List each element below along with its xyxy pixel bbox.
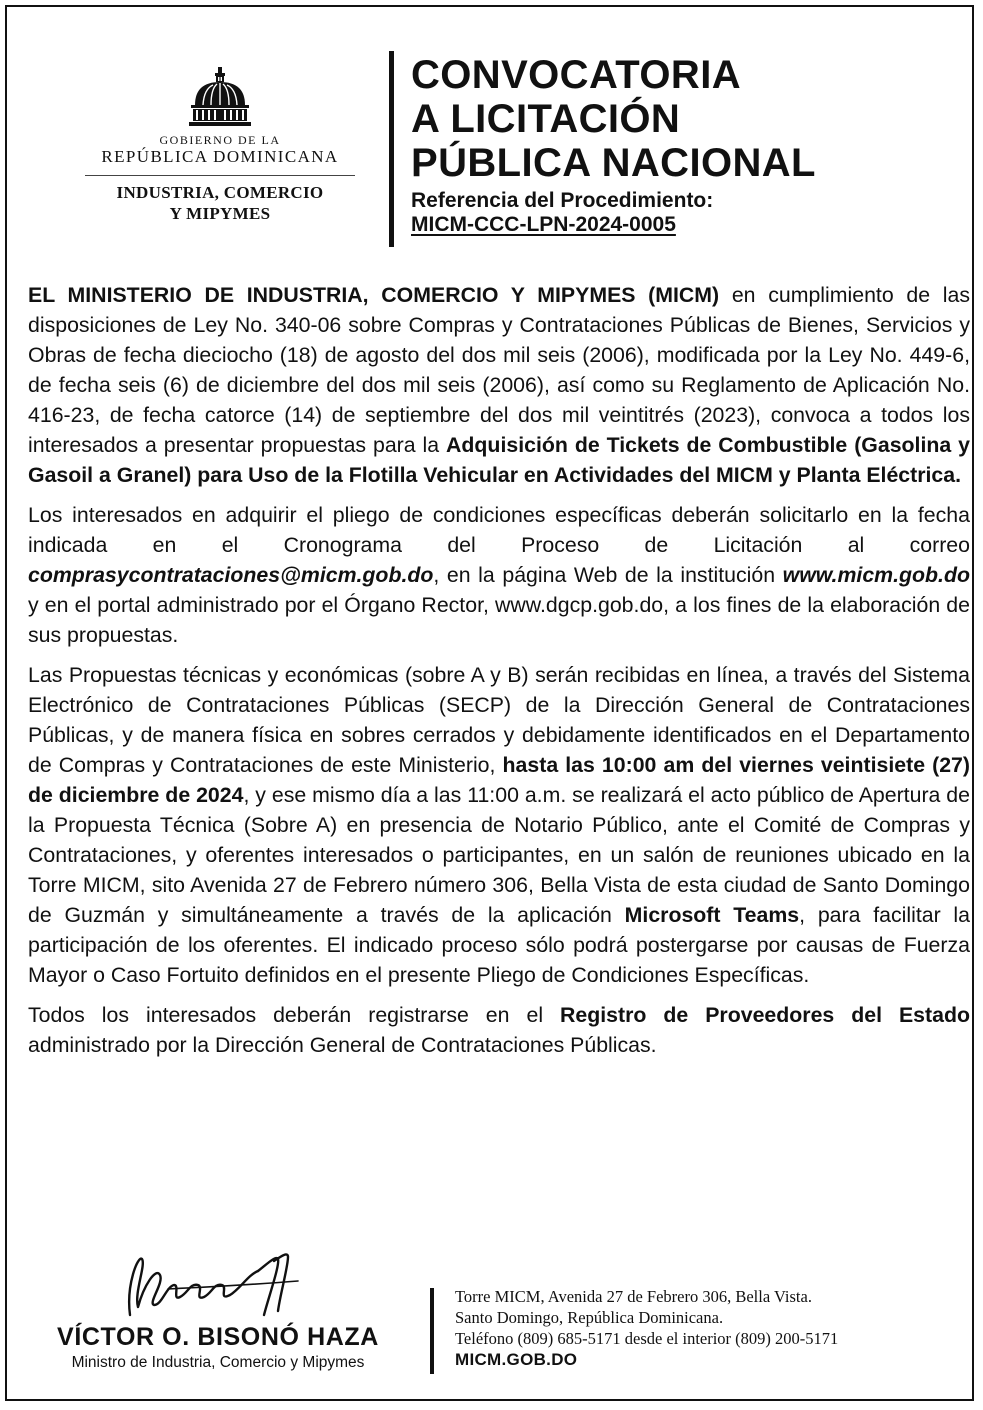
signer-name: VÍCTOR O. BISONÓ HAZA <box>57 1323 379 1351</box>
teams-app-name: Microsoft Teams <box>624 903 800 927</box>
supplier-registry: Registro de Proveedores del Estado <box>560 1003 970 1027</box>
notice-frame <box>5 5 974 1401</box>
paragraph-4-text-b: administrado por la Dirección General de Contrataciones Públicas. <box>28 1033 657 1057</box>
paragraph-2-text-b: , en la página Web de la institución <box>433 563 783 587</box>
reference-code: MICM-CCC-LPN-2024-0005 <box>411 213 676 236</box>
footer-website-link[interactable]: MICM.GOB.DO <box>455 1350 578 1369</box>
institution-website-link[interactable]: www.micm.gob.do <box>782 563 970 587</box>
contact-email-link[interactable]: comprasycontrataciones@micm.gob.do <box>28 563 434 587</box>
government-logo-block <box>65 65 375 224</box>
header-vertical-divider <box>389 51 394 247</box>
paragraph-1-text: en cumplimiento de las disposiciones de Ley No. 340-06 sobre Compras y Contrataciones Públicas de Bienes, Servicios y Obras de fecha dieciocho (18) de agosto del dos mil seis (2006), modificada por la Ley No. 449-6, de fecha seis (6) de diciembre del dos mil seis (2006), así como su Reglamento de Aplicación No. 416-23, de fecha catorce (14) de septiembre del dos mil veintitrés (2023), convoca a todos los interesados a presentar propuestas para la <box>28 283 970 457</box>
submission-deadline: hasta las 10:00 am del viernes veintisiete (27) de diciembre de 2024 <box>28 753 970 807</box>
government-of-label: GOBIERNO DE LA <box>159 133 281 147</box>
logo-divider <box>85 175 355 176</box>
paragraph-3-text-c: , para facilitar la participación de los oferentes. El indicado proceso sólo podrá postergarse por causas de Fuerza Mayor o Caso Fortuito definidos en el presente Pliego de Condiciones Específicas. <box>28 903 971 987</box>
paragraph-3 <box>28 660 970 990</box>
contact-block <box>455 1286 975 1371</box>
paragraph-2-text-a: Los interesados en adquirir el pliego de condiciones específicas deberán solicitarlo en la fecha indicada en el Cronograma del Proceso de Licitación al correo <box>28 503 970 557</box>
ministry-lead: EL MINISTERIO DE INDUSTRIA, COMERCIO Y MIPYMES (MICM) <box>28 283 720 307</box>
notice-body <box>28 280 970 1070</box>
reference-label: Referencia del Procedimiento: <box>411 189 714 212</box>
footer-vertical-divider <box>430 1288 434 1374</box>
title-line-2: A LICITACIÓN <box>411 97 681 141</box>
handwritten-signature-icon <box>108 1245 318 1325</box>
paragraph-1 <box>28 280 970 490</box>
republic-name: REPÚBLICA DOMINICANA <box>101 147 339 166</box>
signer-title: Ministro de Industria, Comercio y Mipymes <box>71 1354 365 1371</box>
paragraph-3-text-b: , y ese mismo día a las 11:00 a.m. se realizará el acto público de Apertura de la Propuesta Técnica (Sobre A) en presencia de Notario Público, ante el Comité de Compras y Contrataciones, y oferentes interesados o participantes, en un salón de reuniones ubicado en la Torre MICM, sito Avenida 27 de Febrero número 306, Bella Vista de esta ciudad de Santo Domingo de Guzmán y simultáneamente a través de la aplicación <box>28 783 970 927</box>
address-line-1: Torre MICM, Avenida 27 de Febrero 306, Bella Vista. <box>455 1287 812 1306</box>
phone-line: Teléfono (809) 685-5171 desde el interior (809) 200-5171 <box>455 1329 839 1348</box>
capitol-dome-icon <box>185 65 255 127</box>
address-line-2: Santo Domingo, República Dominicana. <box>455 1308 724 1327</box>
title-block <box>411 53 971 237</box>
paragraph-3-text-a: Las Propuestas técnicas y económicas (sobre A y B) serán recibidas en línea, a través del Sistema Electrónico de Contrataciones Públicas (SECP) de la Dirección General de Contrataciones Públicas, y de manera física en sobres cerrados y debidamente identificados en el Departamento de Compras y Contrataciones de este Ministerio, <box>28 663 970 777</box>
paragraph-4 <box>28 1000 970 1060</box>
title-line-1: CONVOCATORIA <box>411 53 741 97</box>
ministry-name-line2: Y MIPYMES <box>169 204 271 223</box>
paragraph-2-text-c: y en el portal administrado por el Órgano Rector, www.dgcp.gob.do, a los fines de la elaboración de sus propuestas. <box>28 593 970 647</box>
ministry-name-line1: INDUSTRIA, COMERCIO <box>116 183 324 202</box>
paragraph-4-text-a: Todos los interesados deberán registrarse en el <box>28 1003 561 1027</box>
paragraph-2 <box>28 500 970 650</box>
procurement-object: Adquisición de Tickets de Combustible (Gasolina y Gasoil a Granel) para Uso de la Flotilla Vehicular en Actividades del MICM y Planta Eléctrica. <box>28 433 970 487</box>
title-line-3: PÚBLICA NACIONAL <box>411 141 816 185</box>
